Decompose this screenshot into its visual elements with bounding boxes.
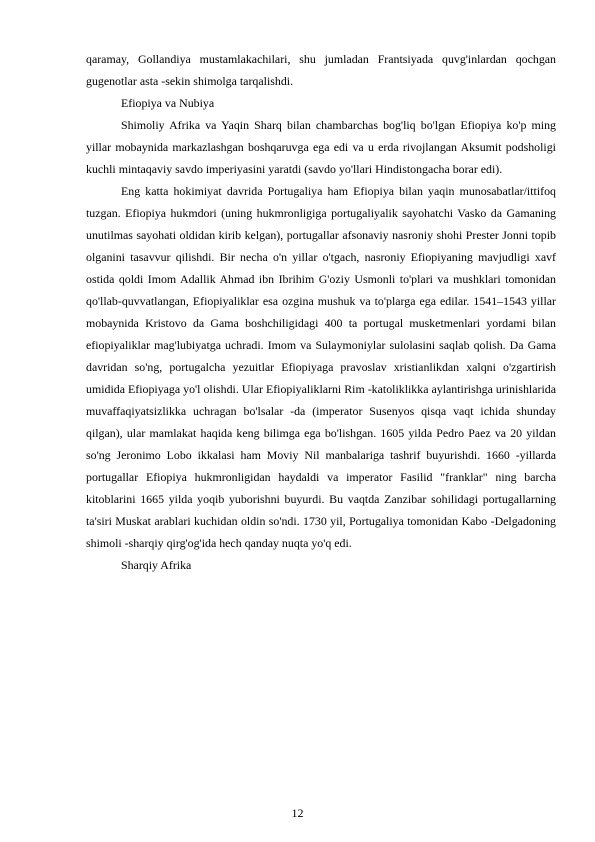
paragraph-continuation: qaramay, Gollandiya mustamlakachilari, shu jumladan Frantsiyada quvg'inlardan qochgan gugenotlar asta -sekin shimolga tarqalishdi. bbox=[86, 52, 556, 88]
page-body bbox=[86, 48, 556, 576]
section-heading-efiopiya-nubiya: Efiopiya va Nubiya bbox=[121, 96, 215, 110]
page-number: 12 bbox=[291, 806, 304, 820]
section-heading-sharqiy-afrika: Sharqiy Afrika bbox=[121, 558, 192, 572]
paragraph-aksumit: Shimoliy Afrika va Yaqin Sharq bilan chambarchas bog'liq bo'lgan Efiopiya ko'p ming yillar mobaynida markazlashgan boshqaruvga ega edi va u erda rivojlangan Aksumit podsholigi kuchli mintaqaviy savdo imperiyasini yaratdi (savdo yo'llari Hindistongacha borar edi). bbox=[86, 118, 556, 176]
paragraph-portugaliya: Eng katta hokimiyat davrida Portugaliya ham Efiopiya bilan yaqin munosabatlar/ittifoq tuzgan. Efiopiya hukmdori (uning hukmronligiga portugaliyalik sayohatchi Vasko da Gamaning unutilmas sayohati oldidan kirib kelgan), portugallar afsonaviy nasroniy shohi Prester Jonni topib olganini tasavvur qilishdi. Bir necha o'n yillar o'tgach, nasroniy Efiopiyaning mavjudligi xavf ostida qoldi Imom Adallik Ahmad ibn Ibrihim G'oziy Usmonli to'plari va mushklari tomonidan qo'llab-quvvatlangan, Efiopiyaliklar esa ozgina mushuk va to'plarga ega edilar. 1541–1543 yillar mobaynida Kristovo da Gama boshchiligidagi 400 ta portugal musketmenlari yordami bilan efiopiyaliklar mag'lubiyatga uchradi. Imom va Sulaymoniylar sulolasini saqlab qolish. Da Gama davridan so'ng, portugalcha yezuitlar Efiopiyaga pravoslav xristianlikdan xalqni o'zgartirish umidida Efiopiyaga yo'l olishdi. Ular Efiopiyaliklarni Rim -katoliklikka aylantirishga urinishlarida muvaffaqiyatsizlikka uchragan bo'lsalar -da (imperator Susenyos qisqa vaqt ichida shunday qilgan), ular mamlakat haqida keng bilimga ega bo'lishgan. 1605 yilda Pedro Paez va 20 yildan so'ng Jeronimo Lobo ikkalasi ham Moviy Nil manbalariga tashrif buyurishdi. 1660 -yillarda portugallar Efiopiya hukmronligidan haydaldi va imperator Fasilid "franklar" ning barcha kitoblarini 1665 yilda yoqib yuborishni buyurdi. Bu vaqtda Zanzibar sohilidagi portugallarning ta'siri Muskat arablari kuchidan oldin so'ndi. 1730 yil, Portugaliya tomonidan Kabo -Delgadoning shimoli -sharqiy qirg'og'ida hech qanday nuqta yo'q edi. bbox=[86, 184, 556, 550]
